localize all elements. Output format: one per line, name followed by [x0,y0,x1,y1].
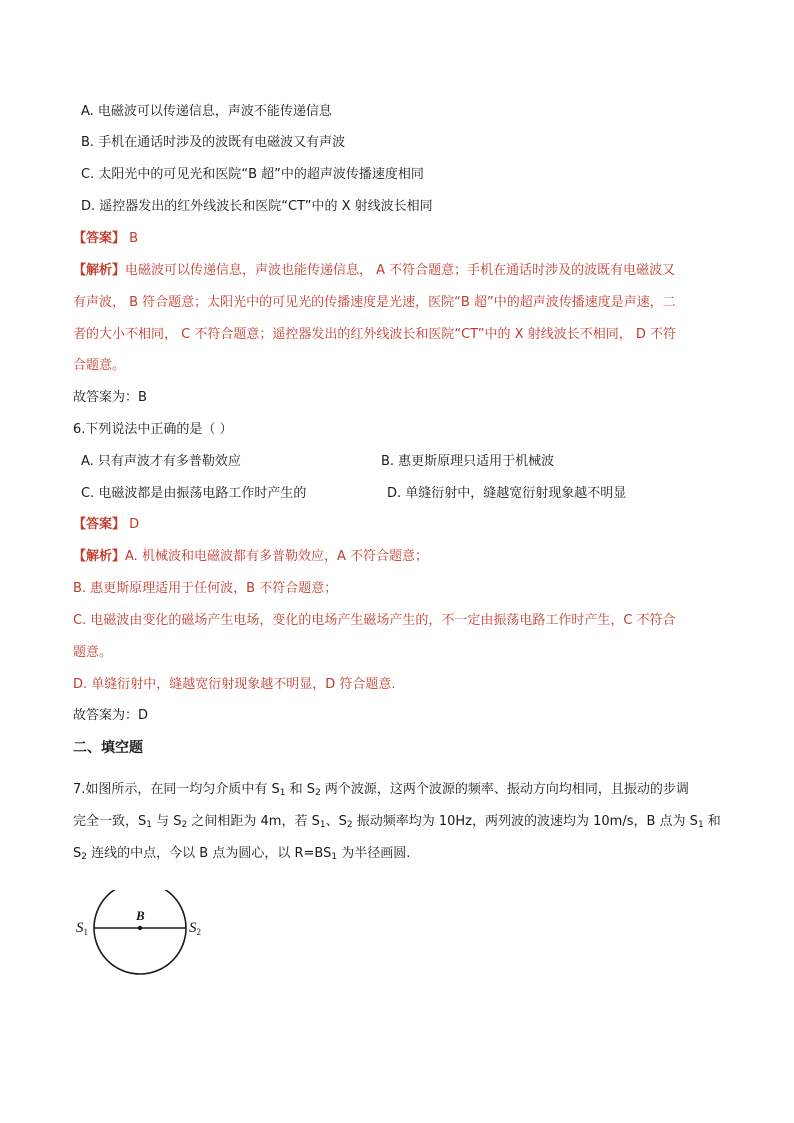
label-s1: $S_1$ [76,920,88,937]
section-title: 二、填空题 [73,740,143,756]
q7-line-3: $S_2$ 连线的中点，今以 B 点为圆心，以 $R=BS_1$ 为半径画圆. [73,846,411,862]
q5-answer [73,230,138,248]
q6-final-answer: 故答案为：D [73,708,149,723]
q5-analysis-line-4: 合题意。 [73,358,126,373]
q6-answer [73,516,139,534]
q6-stem: 6.下列说法中正确的是（ ） [73,422,233,437]
q6-option-d: D. 单缝衍射中，缝越宽衍射现象越不明显 [387,486,627,501]
q6-analysis-line-5: D. 单缝衍射中，缝越宽衍射现象越不明显，D 符合题意. [73,677,396,692]
q7-line-1: 7.如图所示，在同一均匀介质中有 $S_1$ 和 $S_2$ 两个波源，这两个波源的频率、振动方向均相同，且振动的步调 [73,782,689,798]
q5-final-answer: 故答案为：B [73,390,147,405]
q6-option-b: B. 惠更斯原理只适用于机械波 [381,454,555,469]
q6-analysis-line-2: B. 惠更斯原理适用于任何波，B 不符合题意； [73,581,338,596]
q7-line-2: 完全一致，$S_1$ 与 $S_2$ 之间相距为 4m，若 $S_1$、$S_2$ 振动频率均为 10Hz，两列波的波速均为 10m/s，B 点为 $S_1$ 和 [73,814,721,830]
q6-option-a: A. 只有声波才有多普勒效应 [81,454,241,469]
q5-analysis-line-2: 有声波， B 符合题意；太阳光中的可见光的传播速度是光速，医院“B 超”中的超声波传播速度是声速，二 [73,295,676,310]
q5-option-b: B. 手机在通话时涉及的波既有电磁波又有声波 [81,135,346,150]
answer-value: D [129,517,140,532]
answer-value: B [129,231,139,246]
q5-analysis-line-3: 者的大小不相同， C 不符合题意；遥控器发出的红外线波长和医院“CT”中的 X 射线波长不相同， D 不符 [73,327,676,342]
answer-label: 【答案】 [73,231,126,246]
label-s2: $S_2$ [189,920,201,937]
q5-option-d: D. 遥控器发出的红外线波长和医院“CT”中的 X 射线波长相同 [81,199,433,214]
q5-analysis-line-1: 【解析】电磁波可以传递信息，声波也能传递信息， A 不符合题意；手机在通话时涉及的波既有电磁波又 [73,263,676,278]
answer-label: 【答案】 [73,517,126,532]
q6-analysis-line-3: C. 电磁波由变化的磁场产生电场，变化的电场产生磁场产生的，不一定由振荡电路工作时产生，C 不符合 [73,613,676,628]
q6-analysis-line-4: 题意。 [73,645,113,660]
circle [94,890,186,974]
q5-option-a: A. 电磁波可以传递信息，声波不能传递信息 [81,104,332,119]
analysis-label: 【解析】 [73,549,126,564]
analysis-label: 【解析】 [73,263,126,278]
q6-analysis-line-1: 【解析】A. 机械波和电磁波都有多普勒效应，A 不符合题意； [73,549,428,564]
center-point-b [138,926,142,930]
label-b: B [136,908,145,923]
wave-source-diagram [72,890,222,980]
q5-option-c: C. 太阳光中的可见光和医院“B 超”中的超声波传播速度相同 [81,167,424,182]
q6-option-c: C. 电磁波都是由振荡电路工作时产生的 [81,486,307,501]
